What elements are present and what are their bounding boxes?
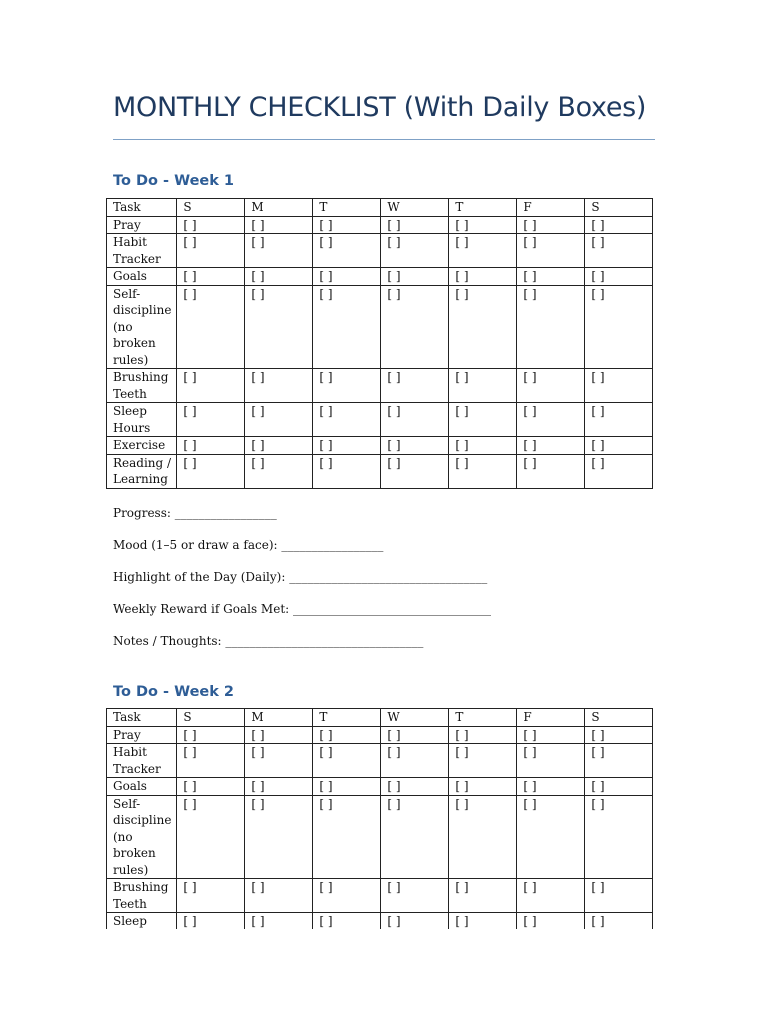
day-checkbox[interactable]: [ ] xyxy=(177,369,245,403)
day-checkbox[interactable]: [ ] xyxy=(381,879,449,913)
day-checkbox[interactable]: [ ] xyxy=(313,268,381,286)
day-checkbox[interactable]: [ ] xyxy=(449,454,517,488)
day-checkbox[interactable]: [ ] xyxy=(177,234,245,268)
day-checkbox[interactable]: [ ] xyxy=(245,234,313,268)
table-header-row xyxy=(107,709,653,727)
day-checkbox[interactable]: [ ] xyxy=(585,726,653,744)
day-column-header: M xyxy=(245,199,313,217)
task-row xyxy=(107,795,653,879)
day-column-header: F xyxy=(517,709,585,727)
day-checkbox[interactable]: [ ] xyxy=(585,285,653,369)
day-checkbox[interactable]: [ ] xyxy=(245,285,313,369)
day-column-header: T xyxy=(449,199,517,217)
task-label: Goals xyxy=(107,268,177,286)
task-row xyxy=(107,369,653,403)
day-checkbox[interactable]: [ ] xyxy=(177,454,245,488)
day-checkbox[interactable]: [ ] xyxy=(313,778,381,796)
day-checkbox[interactable]: [ ] xyxy=(177,216,245,234)
day-checkbox[interactable]: [ ] xyxy=(449,913,517,931)
task-row xyxy=(107,744,653,778)
day-column-header: W xyxy=(381,709,449,727)
progress-field[interactable]: Progress: _________________ xyxy=(113,506,277,520)
day-checkbox[interactable]: [ ] xyxy=(585,369,653,403)
day-checkbox[interactable]: [ ] xyxy=(313,913,381,931)
mood-field[interactable]: Mood (1–5 or draw a face): _________________ xyxy=(113,538,384,552)
day-checkbox[interactable]: [ ] xyxy=(245,268,313,286)
day-checkbox[interactable]: [ ] xyxy=(449,778,517,796)
page-bottom-margin xyxy=(0,929,768,1024)
day-checkbox[interactable]: [ ] xyxy=(517,913,585,931)
day-checkbox[interactable]: [ ] xyxy=(177,285,245,369)
task-row xyxy=(107,726,653,744)
day-checkbox[interactable]: [ ] xyxy=(517,369,585,403)
day-checkbox[interactable]: [ ] xyxy=(517,216,585,234)
day-checkbox[interactable]: [ ] xyxy=(517,268,585,286)
day-checkbox[interactable]: [ ] xyxy=(313,744,381,778)
day-checkbox[interactable]: [ ] xyxy=(381,403,449,437)
day-checkbox[interactable]: [ ] xyxy=(381,216,449,234)
day-checkbox[interactable]: [ ] xyxy=(517,285,585,369)
day-checkbox[interactable]: [ ] xyxy=(585,403,653,437)
week-1-checklist-table xyxy=(106,198,653,489)
day-column-header: S xyxy=(585,709,653,727)
day-checkbox[interactable]: [ ] xyxy=(245,454,313,488)
day-checkbox[interactable]: [ ] xyxy=(381,234,449,268)
day-checkbox[interactable]: [ ] xyxy=(449,437,517,455)
day-checkbox[interactable]: [ ] xyxy=(313,369,381,403)
day-checkbox[interactable]: [ ] xyxy=(517,744,585,778)
day-checkbox[interactable]: [ ] xyxy=(585,216,653,234)
day-checkbox[interactable]: [ ] xyxy=(585,234,653,268)
day-checkbox[interactable]: [ ] xyxy=(177,795,245,879)
day-checkbox[interactable]: [ ] xyxy=(449,234,517,268)
day-checkbox[interactable]: [ ] xyxy=(381,268,449,286)
page-title: MONTHLY CHECKLIST (With Daily Boxes) xyxy=(113,92,647,123)
day-checkbox[interactable]: [ ] xyxy=(245,437,313,455)
notes-field[interactable]: Notes / Thoughts: _________________________________ xyxy=(113,634,424,648)
day-checkbox[interactable]: [ ] xyxy=(585,879,653,913)
week-1-heading: To Do - Week 1 xyxy=(113,173,235,189)
day-checkbox[interactable]: [ ] xyxy=(245,795,313,879)
day-checkbox[interactable]: [ ] xyxy=(517,778,585,796)
task-row xyxy=(107,285,653,369)
task-row xyxy=(107,454,653,488)
day-column-header: S xyxy=(585,199,653,217)
task-column-header: Task xyxy=(107,709,177,727)
day-checkbox[interactable]: [ ] xyxy=(313,454,381,488)
day-checkbox[interactable]: [ ] xyxy=(381,778,449,796)
task-label: Sleep xyxy=(107,913,177,931)
day-checkbox[interactable]: [ ] xyxy=(245,778,313,796)
day-column-header: S xyxy=(177,709,245,727)
task-label: Self-discipline (no broken rules) xyxy=(107,795,177,879)
day-checkbox[interactable]: [ ] xyxy=(381,437,449,455)
day-checkbox[interactable]: [ ] xyxy=(449,403,517,437)
day-checkbox[interactable]: [ ] xyxy=(585,913,653,931)
task-row xyxy=(107,268,653,286)
day-checkbox[interactable]: [ ] xyxy=(585,795,653,879)
day-checkbox[interactable]: [ ] xyxy=(381,369,449,403)
day-checkbox[interactable]: [ ] xyxy=(245,744,313,778)
day-checkbox[interactable]: [ ] xyxy=(449,795,517,879)
day-checkbox[interactable]: [ ] xyxy=(517,437,585,455)
day-checkbox[interactable]: [ ] xyxy=(381,454,449,488)
day-checkbox[interactable]: [ ] xyxy=(313,403,381,437)
task-label: Exercise xyxy=(107,437,177,455)
day-checkbox[interactable]: [ ] xyxy=(245,403,313,437)
task-label: Brushing Teeth xyxy=(107,369,177,403)
day-checkbox[interactable]: [ ] xyxy=(381,913,449,931)
task-row xyxy=(107,913,653,931)
day-checkbox[interactable]: [ ] xyxy=(381,285,449,369)
task-label: Pray xyxy=(107,726,177,744)
day-checkbox[interactable]: [ ] xyxy=(449,216,517,234)
day-checkbox[interactable]: [ ] xyxy=(449,369,517,403)
task-row xyxy=(107,778,653,796)
day-checkbox[interactable]: [ ] xyxy=(517,234,585,268)
day-column-header: S xyxy=(177,199,245,217)
day-checkbox[interactable]: [ ] xyxy=(585,454,653,488)
day-checkbox[interactable]: [ ] xyxy=(177,268,245,286)
day-checkbox[interactable]: [ ] xyxy=(313,879,381,913)
day-checkbox[interactable]: [ ] xyxy=(313,795,381,879)
day-checkbox[interactable]: [ ] xyxy=(177,403,245,437)
task-label: Goals xyxy=(107,778,177,796)
day-checkbox[interactable]: [ ] xyxy=(177,913,245,931)
day-checkbox[interactable]: [ ] xyxy=(313,216,381,234)
day-checkbox[interactable]: [ ] xyxy=(585,778,653,796)
highlight-field[interactable]: Highlight of the Day (Daily): _________________________________ xyxy=(113,570,488,584)
task-label: Habit Tracker xyxy=(107,744,177,778)
day-column-header: W xyxy=(381,199,449,217)
task-label: Habit Tracker xyxy=(107,234,177,268)
day-checkbox[interactable]: [ ] xyxy=(313,234,381,268)
day-checkbox[interactable]: [ ] xyxy=(313,726,381,744)
weekly-reward-field[interactable]: Weekly Reward if Goals Met: _________________________________ xyxy=(113,602,491,616)
task-row xyxy=(107,216,653,234)
day-checkbox[interactable]: [ ] xyxy=(585,744,653,778)
day-checkbox[interactable]: [ ] xyxy=(177,726,245,744)
weekly-fields xyxy=(113,505,491,665)
task-label: Self-discipline (no broken rules) xyxy=(107,285,177,369)
day-checkbox[interactable]: [ ] xyxy=(245,913,313,931)
day-checkbox[interactable]: [ ] xyxy=(381,744,449,778)
day-checkbox[interactable]: [ ] xyxy=(245,879,313,913)
day-checkbox[interactable]: [ ] xyxy=(177,879,245,913)
task-row xyxy=(107,879,653,913)
day-checkbox[interactable]: [ ] xyxy=(449,726,517,744)
day-checkbox[interactable]: [ ] xyxy=(245,216,313,234)
task-row xyxy=(107,234,653,268)
day-checkbox[interactable]: [ ] xyxy=(449,285,517,369)
day-column-header: T xyxy=(449,709,517,727)
day-checkbox[interactable]: [ ] xyxy=(245,726,313,744)
day-checkbox[interactable]: [ ] xyxy=(449,744,517,778)
day-checkbox[interactable]: [ ] xyxy=(449,879,517,913)
day-checkbox[interactable]: [ ] xyxy=(245,369,313,403)
day-column-header: T xyxy=(313,709,381,727)
task-label: Sleep Hours xyxy=(107,403,177,437)
week-2-checklist-table xyxy=(106,708,653,931)
task-row xyxy=(107,437,653,455)
task-row xyxy=(107,403,653,437)
day-checkbox[interactable]: [ ] xyxy=(381,726,449,744)
day-checkbox[interactable]: [ ] xyxy=(517,795,585,879)
table-header-row xyxy=(107,199,653,217)
day-checkbox[interactable]: [ ] xyxy=(517,879,585,913)
day-checkbox[interactable]: [ ] xyxy=(517,403,585,437)
day-checkbox[interactable]: [ ] xyxy=(381,795,449,879)
day-checkbox[interactable]: [ ] xyxy=(177,744,245,778)
day-checkbox[interactable]: [ ] xyxy=(585,437,653,455)
day-checkbox[interactable]: [ ] xyxy=(177,778,245,796)
day-column-header: T xyxy=(313,199,381,217)
day-column-header: M xyxy=(245,709,313,727)
day-checkbox[interactable]: [ ] xyxy=(177,437,245,455)
task-column-header: Task xyxy=(107,199,177,217)
task-label: Pray xyxy=(107,216,177,234)
day-checkbox[interactable]: [ ] xyxy=(517,726,585,744)
week-2-heading: To Do - Week 2 xyxy=(113,684,235,700)
task-label: Brushing Teeth xyxy=(107,879,177,913)
day-column-header: F xyxy=(517,199,585,217)
day-checkbox[interactable]: [ ] xyxy=(313,437,381,455)
day-checkbox[interactable]: [ ] xyxy=(449,268,517,286)
task-label: Reading / Learning xyxy=(107,454,177,488)
day-checkbox[interactable]: [ ] xyxy=(517,454,585,488)
title-divider xyxy=(113,139,655,140)
day-checkbox[interactable]: [ ] xyxy=(585,268,653,286)
day-checkbox[interactable]: [ ] xyxy=(313,285,381,369)
